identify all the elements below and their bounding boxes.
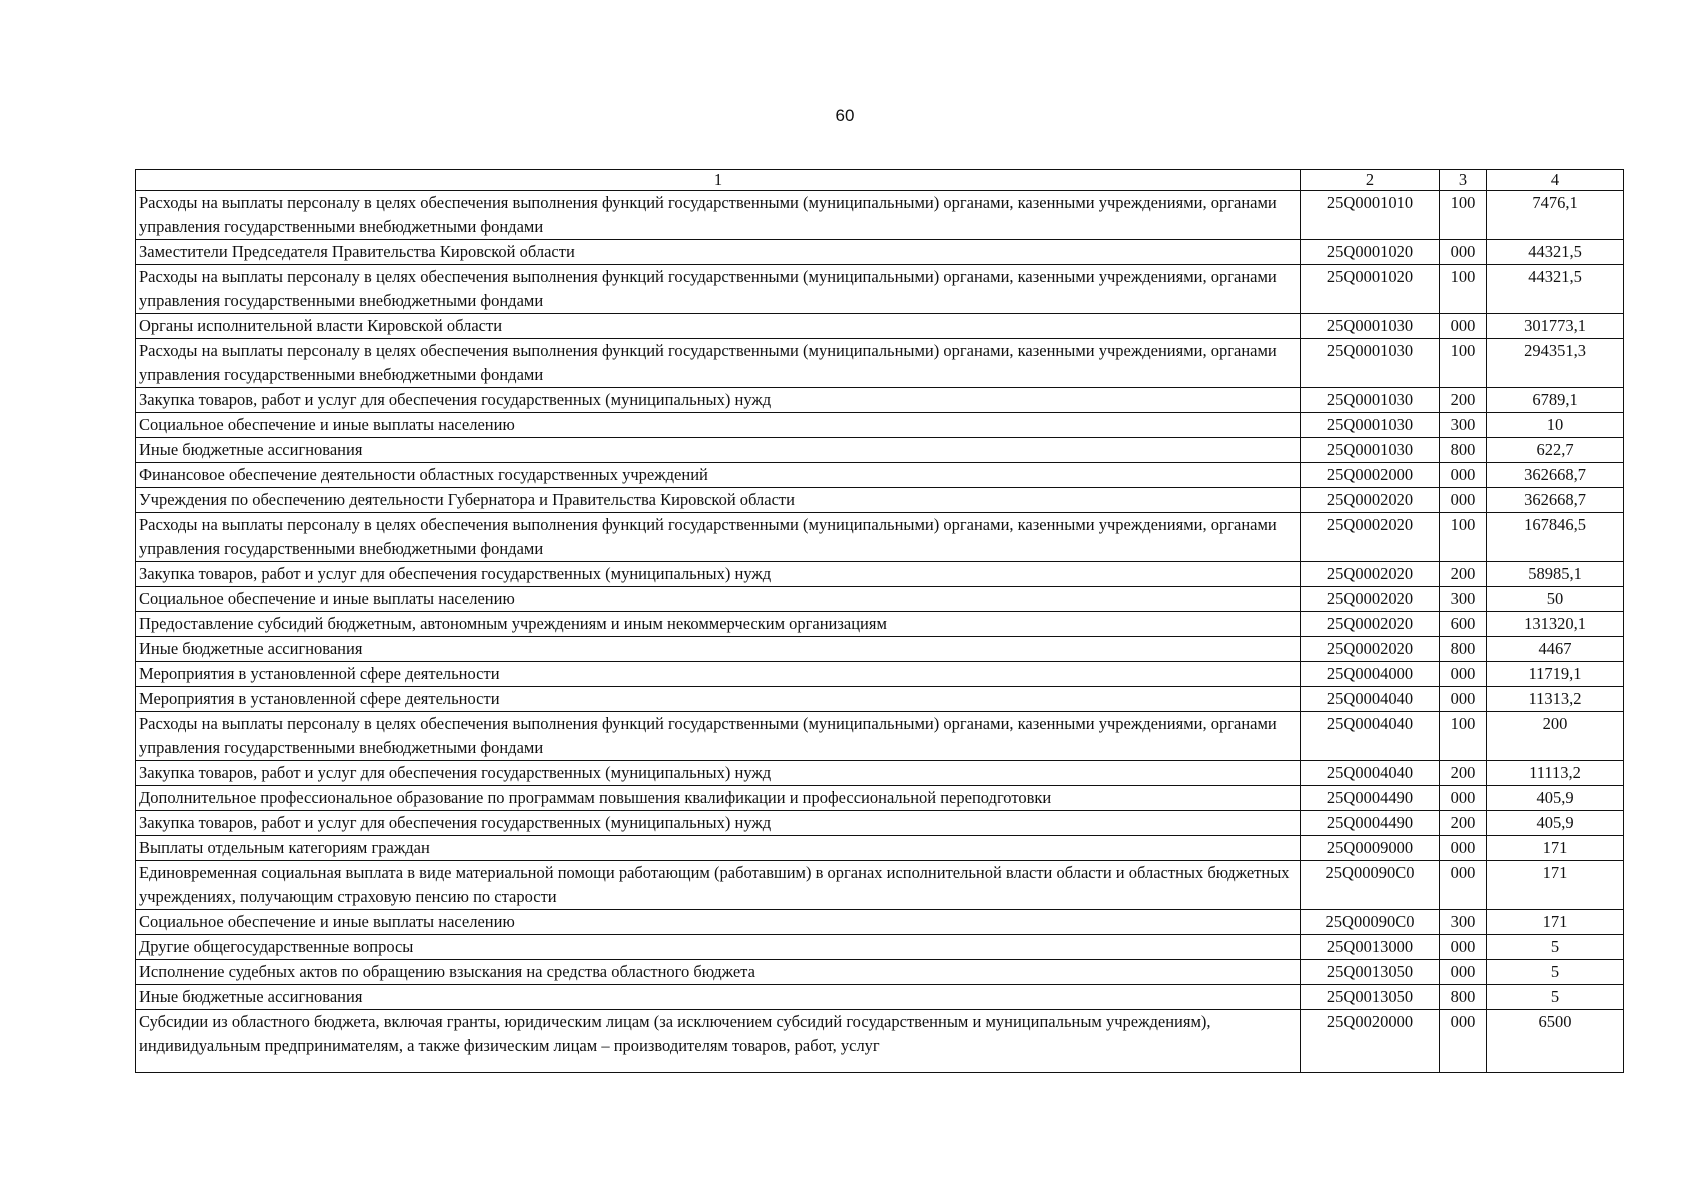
cell-vr: 100: [1440, 191, 1487, 240]
cell-vr: 000: [1440, 1010, 1487, 1073]
cell-vr: 000: [1440, 935, 1487, 960]
cell-vr: 000: [1440, 488, 1487, 513]
cell-vr: 000: [1440, 861, 1487, 910]
header-col-2: 2: [1301, 170, 1440, 191]
cell-code: 25Q0020000: [1301, 1010, 1440, 1073]
cell-sum: 131320,1: [1487, 612, 1624, 637]
cell-code: 25Q0002020: [1301, 587, 1440, 612]
table-row: [136, 240, 1624, 265]
cell-code: 25Q0004490: [1301, 786, 1440, 811]
cell-sum: 405,9: [1487, 786, 1624, 811]
header-col-4: 4: [1487, 170, 1624, 191]
cell-vr: 000: [1440, 836, 1487, 861]
table-row: [136, 191, 1624, 240]
cell-name: Расходы на выплаты персоналу в целях обеспечения выполнения функций государственными (муниципальными) органами, казенными учреждениями, органами управления государственными внебюджетными фондами: [136, 712, 1301, 761]
cell-name: Иные бюджетные ассигнования: [136, 985, 1301, 1010]
cell-name: Субсидии из областного бюджета, включая гранты, юридическим лицам (за исключением субсидий государственным и муниципальным учреждениям), индивидуальным предпринимателям, а также физическим лицам – производителям товаров, работ, услуг: [136, 1010, 1301, 1073]
cell-vr: 300: [1440, 910, 1487, 935]
cell-vr: 000: [1440, 662, 1487, 687]
cell-sum: 405,9: [1487, 811, 1624, 836]
cell-name: Социальное обеспечение и иные выплаты населению: [136, 413, 1301, 438]
cell-vr: 000: [1440, 960, 1487, 985]
table-row: [136, 438, 1624, 463]
table-row: [136, 339, 1624, 388]
cell-vr: 300: [1440, 413, 1487, 438]
cell-sum: 58985,1: [1487, 562, 1624, 587]
cell-code: 25Q0001030: [1301, 388, 1440, 413]
cell-sum: 294351,3: [1487, 339, 1624, 388]
cell-code: 25Q0013050: [1301, 960, 1440, 985]
table-row: [136, 910, 1624, 935]
cell-name: Расходы на выплаты персоналу в целях обеспечения выполнения функций государственными (муниципальными) органами, казенными учреждениями, органами управления государственными внебюджетными фондами: [136, 339, 1301, 388]
cell-vr: 100: [1440, 513, 1487, 562]
cell-code: 25Q0001030: [1301, 314, 1440, 339]
table-row: [136, 811, 1624, 836]
cell-code: 25Q0009000: [1301, 836, 1440, 861]
table-row: [136, 265, 1624, 314]
cell-code: 25Q0004040: [1301, 712, 1440, 761]
cell-code: 25Q0002020: [1301, 637, 1440, 662]
table-row: [136, 562, 1624, 587]
cell-code: 25Q0002020: [1301, 562, 1440, 587]
table-row: [136, 488, 1624, 513]
cell-sum: 11313,2: [1487, 687, 1624, 712]
cell-vr: 100: [1440, 712, 1487, 761]
cell-sum: 4467: [1487, 637, 1624, 662]
table-row: [136, 935, 1624, 960]
cell-sum: 5: [1487, 935, 1624, 960]
cell-vr: 300: [1440, 587, 1487, 612]
cell-code: 25Q00090C0: [1301, 861, 1440, 910]
cell-name: Иные бюджетные ассигнования: [136, 637, 1301, 662]
cell-vr: 000: [1440, 314, 1487, 339]
cell-code: 25Q0001020: [1301, 240, 1440, 265]
cell-vr: 200: [1440, 811, 1487, 836]
cell-sum: 11719,1: [1487, 662, 1624, 687]
cell-vr: 200: [1440, 562, 1487, 587]
table-row: [136, 388, 1624, 413]
table-row: [136, 836, 1624, 861]
cell-sum: 50: [1487, 587, 1624, 612]
cell-name: Дополнительное профессиональное образование по программам повышения квалификации и профессиональной переподготовки: [136, 786, 1301, 811]
cell-sum: 5: [1487, 960, 1624, 985]
cell-vr: 000: [1440, 786, 1487, 811]
budget-table: [135, 169, 1624, 1073]
cell-code: 25Q0004040: [1301, 687, 1440, 712]
cell-sum: 362668,7: [1487, 463, 1624, 488]
cell-name: Органы исполнительной власти Кировской области: [136, 314, 1301, 339]
table-body: [136, 191, 1624, 1073]
cell-name: Финансовое обеспечение деятельности областных государственных учреждений: [136, 463, 1301, 488]
cell-name: Расходы на выплаты персоналу в целях обеспечения выполнения функций государственными (муниципальными) органами, казенными учреждениями, органами управления государственными внебюджетными фондами: [136, 265, 1301, 314]
cell-vr: 800: [1440, 985, 1487, 1010]
cell-vr: 800: [1440, 438, 1487, 463]
cell-name: Учреждения по обеспечению деятельности Губернатора и Правительства Кировской области: [136, 488, 1301, 513]
cell-name: Другие общегосударственные вопросы: [136, 935, 1301, 960]
cell-vr: 200: [1440, 388, 1487, 413]
cell-code: 25Q0001030: [1301, 438, 1440, 463]
table-row: [136, 637, 1624, 662]
cell-sum: 362668,7: [1487, 488, 1624, 513]
cell-name: Закупка товаров, работ и услуг для обеспечения государственных (муниципальных) нужд: [136, 761, 1301, 786]
cell-code: 25Q0001020: [1301, 265, 1440, 314]
cell-name: Закупка товаров, работ и услуг для обеспечения государственных (муниципальных) нужд: [136, 562, 1301, 587]
header-col-1: 1: [136, 170, 1301, 191]
cell-name: Социальное обеспечение и иные выплаты населению: [136, 587, 1301, 612]
cell-code: 25Q0001030: [1301, 339, 1440, 388]
cell-sum: 6500: [1487, 1010, 1624, 1073]
cell-sum: 6789,1: [1487, 388, 1624, 413]
table-row: [136, 463, 1624, 488]
table-row: [136, 985, 1624, 1010]
cell-sum: 200: [1487, 712, 1624, 761]
cell-code: 25Q0002000: [1301, 463, 1440, 488]
cell-code: 25Q0002020: [1301, 488, 1440, 513]
cell-name: Мероприятия в установленной сфере деятельности: [136, 662, 1301, 687]
cell-sum: 171: [1487, 910, 1624, 935]
cell-code: 25Q0002020: [1301, 612, 1440, 637]
cell-name: Выплаты отдельным категориям граждан: [136, 836, 1301, 861]
cell-vr: 000: [1440, 463, 1487, 488]
cell-code: 25Q0001010: [1301, 191, 1440, 240]
cell-name: Единовременная социальная выплата в виде материальной помощи работающим (работавшим) в органах исполнительной власти области и областных бюджетных учреждениях, получающим страховую пенсию по старости: [136, 861, 1301, 910]
table-row: [136, 960, 1624, 985]
cell-sum: 44321,5: [1487, 240, 1624, 265]
table-row: [136, 1010, 1624, 1073]
table-row: [136, 786, 1624, 811]
cell-name: Иные бюджетные ассигнования: [136, 438, 1301, 463]
table-row: [136, 513, 1624, 562]
cell-vr: 000: [1440, 687, 1487, 712]
header-row: [136, 170, 1624, 191]
cell-code: 25Q0004000: [1301, 662, 1440, 687]
cell-code: 25Q00090C0: [1301, 910, 1440, 935]
cell-sum: 5: [1487, 985, 1624, 1010]
cell-sum: 622,7: [1487, 438, 1624, 463]
cell-vr: 100: [1440, 265, 1487, 314]
cell-sum: 10: [1487, 413, 1624, 438]
cell-name: Расходы на выплаты персоналу в целях обеспечения выполнения функций государственными (муниципальными) органами, казенными учреждениями, органами управления государственными внебюджетными фондами: [136, 191, 1301, 240]
cell-sum: 11113,2: [1487, 761, 1624, 786]
cell-vr: 000: [1440, 240, 1487, 265]
cell-sum: 301773,1: [1487, 314, 1624, 339]
cell-sum: 44321,5: [1487, 265, 1624, 314]
table-row: [136, 861, 1624, 910]
cell-name: Закупка товаров, работ и услуг для обеспечения государственных (муниципальных) нужд: [136, 811, 1301, 836]
cell-name: Социальное обеспечение и иные выплаты населению: [136, 910, 1301, 935]
table-row: [136, 687, 1624, 712]
cell-name: Заместители Председателя Правительства Кировской области: [136, 240, 1301, 265]
table-row: [136, 314, 1624, 339]
table-row: [136, 712, 1624, 761]
cell-code: 25Q0013000: [1301, 935, 1440, 960]
cell-code: 25Q0013050: [1301, 985, 1440, 1010]
cell-sum: 171: [1487, 836, 1624, 861]
cell-name: Предоставление субсидий бюджетным, автономным учреждениям и иным некоммерческим организациям: [136, 612, 1301, 637]
cell-vr: 100: [1440, 339, 1487, 388]
table-row: [136, 761, 1624, 786]
cell-vr: 200: [1440, 761, 1487, 786]
cell-name: Мероприятия в установленной сфере деятельности: [136, 687, 1301, 712]
cell-code: 25Q0004040: [1301, 761, 1440, 786]
cell-sum: 171: [1487, 861, 1624, 910]
cell-code: 25Q0002020: [1301, 513, 1440, 562]
cell-vr: 600: [1440, 612, 1487, 637]
cell-vr: 800: [1440, 637, 1487, 662]
header-col-3: 3: [1440, 170, 1487, 191]
table-row: [136, 587, 1624, 612]
cell-sum: 167846,5: [1487, 513, 1624, 562]
page-number: 60: [835, 106, 855, 125]
cell-code: 25Q0001030: [1301, 413, 1440, 438]
cell-code: 25Q0004490: [1301, 811, 1440, 836]
table-row: [136, 612, 1624, 637]
cell-name: Расходы на выплаты персоналу в целях обеспечения выполнения функций государственными (муниципальными) органами, казенными учреждениями, органами управления государственными внебюджетными фондами: [136, 513, 1301, 562]
table-row: [136, 413, 1624, 438]
cell-name: Закупка товаров, работ и услуг для обеспечения государственных (муниципальных) нужд: [136, 388, 1301, 413]
table-row: [136, 662, 1624, 687]
cell-sum: 7476,1: [1487, 191, 1624, 240]
cell-name: Исполнение судебных актов по обращению взыскания на средства областного бюджета: [136, 960, 1301, 985]
